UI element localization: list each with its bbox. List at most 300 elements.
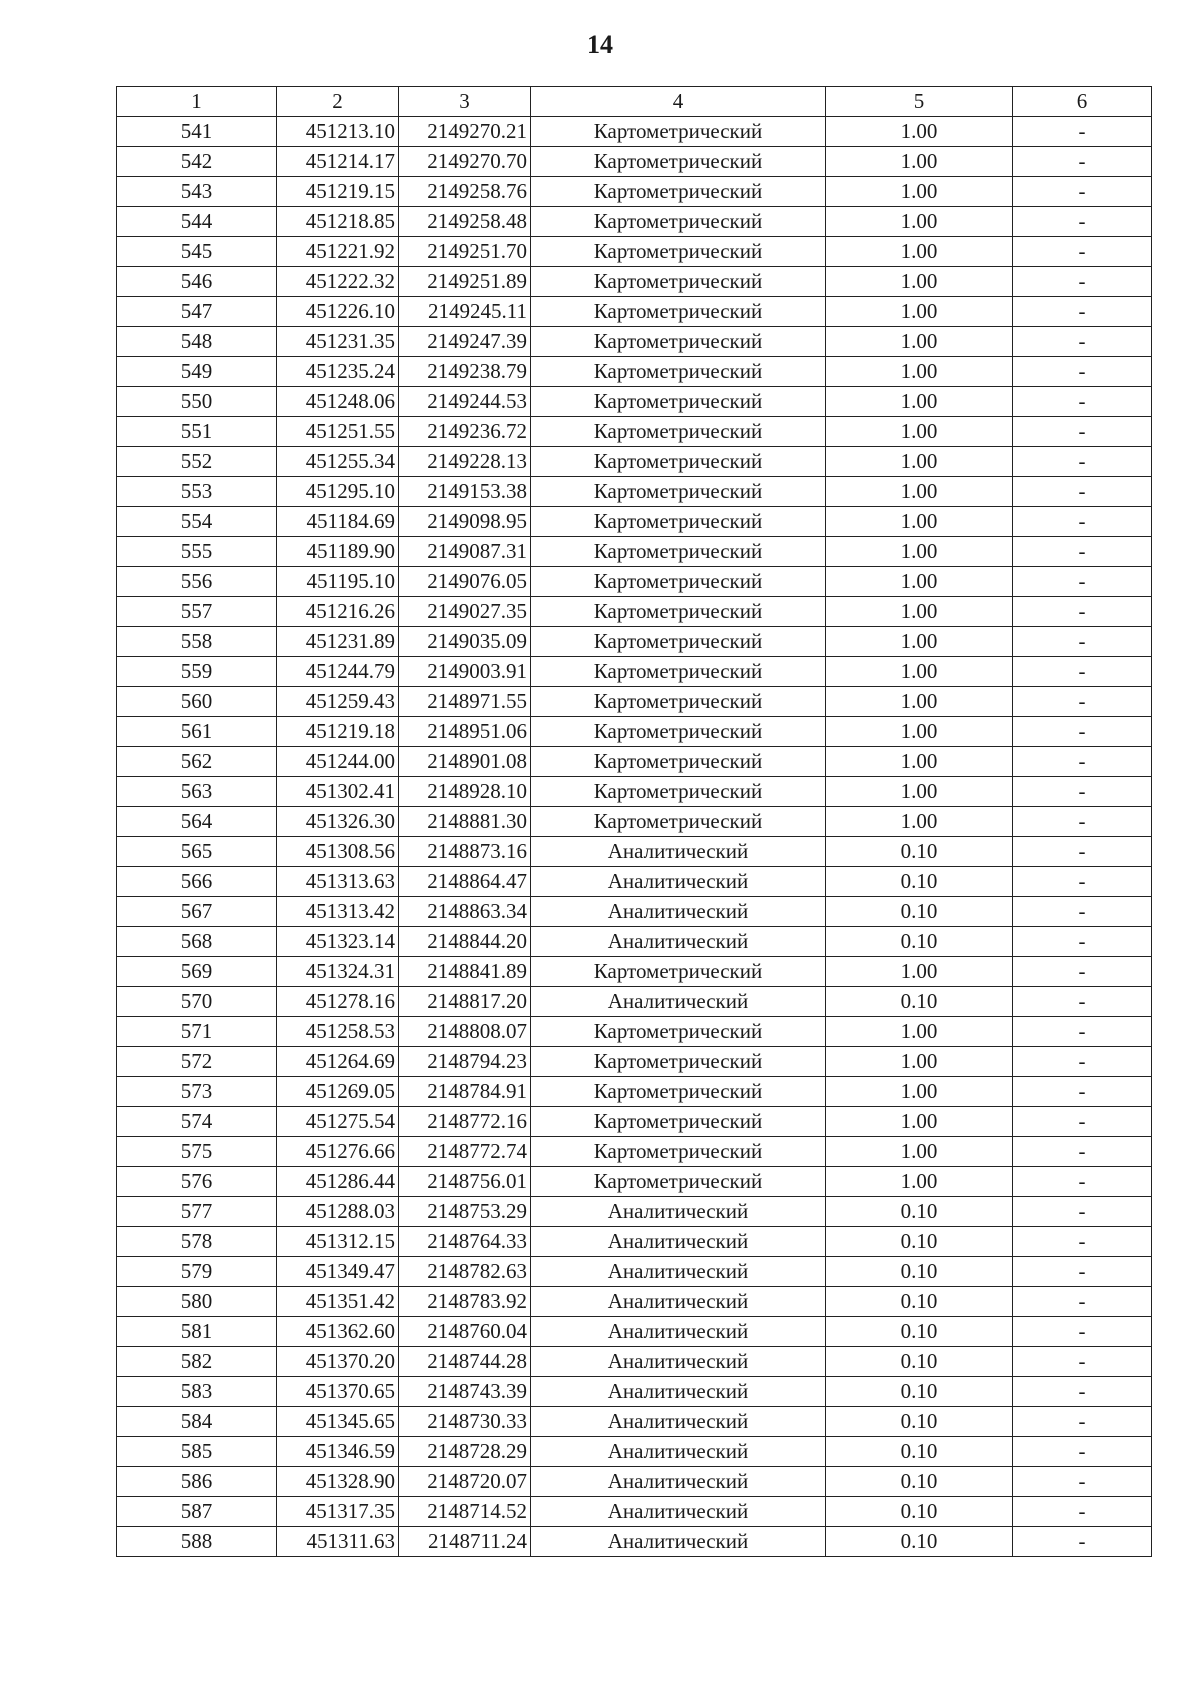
accuracy-cell: 0.10 [826, 1227, 1013, 1257]
table-row [117, 1107, 1152, 1137]
accuracy-cell: 0.10 [826, 927, 1013, 957]
accuracy-cell: 0.10 [826, 1467, 1013, 1497]
point-number-cell: 573 [117, 1077, 277, 1107]
column-header-6: 6 [1013, 87, 1152, 117]
table-row [117, 987, 1152, 1017]
note-cell: - [1013, 1257, 1152, 1287]
note-cell: - [1013, 1497, 1152, 1527]
accuracy-cell: 1.00 [826, 687, 1013, 717]
table-row [117, 807, 1152, 837]
y-coordinate-cell: 2149251.89 [399, 267, 531, 297]
accuracy-cell: 0.10 [826, 837, 1013, 867]
table-row [117, 777, 1152, 807]
y-coordinate-cell: 2149270.21 [399, 117, 531, 147]
y-coordinate-cell: 2149245.11 [399, 297, 531, 327]
note-cell: - [1013, 387, 1152, 417]
x-coordinate-cell: 451235.24 [277, 357, 399, 387]
table-row [117, 1467, 1152, 1497]
point-number-cell: 576 [117, 1167, 277, 1197]
y-coordinate-cell: 2148863.34 [399, 897, 531, 927]
table-row [117, 627, 1152, 657]
table-row [117, 927, 1152, 957]
point-number-cell: 570 [117, 987, 277, 1017]
accuracy-cell: 0.10 [826, 1287, 1013, 1317]
table-row [117, 1437, 1152, 1467]
point-number-cell: 572 [117, 1047, 277, 1077]
x-coordinate-cell: 451226.10 [277, 297, 399, 327]
accuracy-cell: 1.00 [826, 447, 1013, 477]
y-coordinate-cell: 2148720.07 [399, 1467, 531, 1497]
y-coordinate-cell: 2149153.38 [399, 477, 531, 507]
method-cell: Картометрический [531, 747, 826, 777]
note-cell: - [1013, 567, 1152, 597]
method-cell: Картометрический [531, 447, 826, 477]
point-number-cell: 569 [117, 957, 277, 987]
point-number-cell: 549 [117, 357, 277, 387]
method-cell: Аналитический [531, 1317, 826, 1347]
method-cell: Аналитический [531, 897, 826, 927]
point-number-cell: 583 [117, 1377, 277, 1407]
y-coordinate-cell: 2149244.53 [399, 387, 531, 417]
y-coordinate-cell: 2148817.20 [399, 987, 531, 1017]
y-coordinate-cell: 2149098.95 [399, 507, 531, 537]
x-coordinate-cell: 451311.63 [277, 1527, 399, 1557]
accuracy-cell: 0.10 [826, 1347, 1013, 1377]
accuracy-cell: 1.00 [826, 717, 1013, 747]
y-coordinate-cell: 2148743.39 [399, 1377, 531, 1407]
x-coordinate-cell: 451317.35 [277, 1497, 399, 1527]
method-cell: Картометрический [531, 687, 826, 717]
accuracy-cell: 1.00 [826, 147, 1013, 177]
y-coordinate-cell: 2148873.16 [399, 837, 531, 867]
method-cell: Картометрический [531, 297, 826, 327]
table-row [117, 1257, 1152, 1287]
accuracy-cell: 1.00 [826, 417, 1013, 447]
table-row [117, 837, 1152, 867]
note-cell: - [1013, 147, 1152, 177]
note-cell: - [1013, 1017, 1152, 1047]
accuracy-cell: 0.10 [826, 1377, 1013, 1407]
method-cell: Картометрический [531, 777, 826, 807]
y-coordinate-cell: 2149258.76 [399, 177, 531, 207]
table-header-row [117, 87, 1152, 117]
y-coordinate-cell: 2149076.05 [399, 567, 531, 597]
column-header-3: 3 [399, 87, 531, 117]
y-coordinate-cell: 2148901.08 [399, 747, 531, 777]
note-cell: - [1013, 117, 1152, 147]
y-coordinate-cell: 2148971.55 [399, 687, 531, 717]
note-cell: - [1013, 867, 1152, 897]
method-cell: Аналитический [531, 1197, 826, 1227]
accuracy-cell: 1.00 [826, 657, 1013, 687]
accuracy-cell: 0.10 [826, 1407, 1013, 1437]
accuracy-cell: 1.00 [826, 567, 1013, 597]
x-coordinate-cell: 451324.31 [277, 957, 399, 987]
point-number-cell: 556 [117, 567, 277, 597]
y-coordinate-cell: 2149238.79 [399, 357, 531, 387]
accuracy-cell: 1.00 [826, 237, 1013, 267]
x-coordinate-cell: 451189.90 [277, 537, 399, 567]
table-row [117, 1527, 1152, 1557]
method-cell: Картометрический [531, 1107, 826, 1137]
note-cell: - [1013, 1107, 1152, 1137]
y-coordinate-cell: 2148841.89 [399, 957, 531, 987]
x-coordinate-cell: 451308.56 [277, 837, 399, 867]
x-coordinate-cell: 451275.54 [277, 1107, 399, 1137]
x-coordinate-cell: 451326.30 [277, 807, 399, 837]
column-header-1: 1 [117, 87, 277, 117]
table-row [117, 687, 1152, 717]
y-coordinate-cell: 2148844.20 [399, 927, 531, 957]
y-coordinate-cell: 2148753.29 [399, 1197, 531, 1227]
point-number-cell: 555 [117, 537, 277, 567]
table-row [117, 537, 1152, 567]
y-coordinate-cell: 2148772.74 [399, 1137, 531, 1167]
point-number-cell: 587 [117, 1497, 277, 1527]
y-coordinate-cell: 2148928.10 [399, 777, 531, 807]
table-body [117, 117, 1152, 1557]
table-row [117, 747, 1152, 777]
point-number-cell: 544 [117, 207, 277, 237]
column-header-5: 5 [826, 87, 1013, 117]
method-cell: Картометрический [531, 507, 826, 537]
point-number-cell: 571 [117, 1017, 277, 1047]
table-row [117, 1137, 1152, 1167]
method-cell: Картометрический [531, 537, 826, 567]
table-row [117, 1497, 1152, 1527]
method-cell: Картометрический [531, 657, 826, 687]
note-cell: - [1013, 1287, 1152, 1317]
method-cell: Картометрический [531, 627, 826, 657]
method-cell: Картометрический [531, 807, 826, 837]
point-number-cell: 557 [117, 597, 277, 627]
x-coordinate-cell: 451221.92 [277, 237, 399, 267]
note-cell: - [1013, 297, 1152, 327]
method-cell: Аналитический [531, 1467, 826, 1497]
method-cell: Картометрический [531, 237, 826, 267]
x-coordinate-cell: 451264.69 [277, 1047, 399, 1077]
x-coordinate-cell: 451213.10 [277, 117, 399, 147]
x-coordinate-cell: 451370.65 [277, 1377, 399, 1407]
accuracy-cell: 1.00 [826, 507, 1013, 537]
accuracy-cell: 0.10 [826, 1197, 1013, 1227]
note-cell: - [1013, 1467, 1152, 1497]
method-cell: Картометрический [531, 1047, 826, 1077]
method-cell: Аналитический [531, 837, 826, 867]
point-number-cell: 562 [117, 747, 277, 777]
x-coordinate-cell: 451269.05 [277, 1077, 399, 1107]
accuracy-cell: 0.10 [826, 1527, 1013, 1557]
note-cell: - [1013, 1077, 1152, 1107]
point-number-cell: 567 [117, 897, 277, 927]
point-number-cell: 541 [117, 117, 277, 147]
y-coordinate-cell: 2148728.29 [399, 1437, 531, 1467]
note-cell: - [1013, 1527, 1152, 1557]
accuracy-cell: 0.10 [826, 1437, 1013, 1467]
note-cell: - [1013, 717, 1152, 747]
point-number-cell: 560 [117, 687, 277, 717]
accuracy-cell: 0.10 [826, 1317, 1013, 1347]
accuracy-cell: 1.00 [826, 627, 1013, 657]
point-number-cell: 552 [117, 447, 277, 477]
method-cell: Картометрический [531, 387, 826, 417]
note-cell: - [1013, 1227, 1152, 1257]
note-cell: - [1013, 447, 1152, 477]
point-number-cell: 586 [117, 1467, 277, 1497]
note-cell: - [1013, 777, 1152, 807]
x-coordinate-cell: 451276.66 [277, 1137, 399, 1167]
point-number-cell: 585 [117, 1437, 277, 1467]
x-coordinate-cell: 451345.65 [277, 1407, 399, 1437]
x-coordinate-cell: 451313.63 [277, 867, 399, 897]
accuracy-cell: 1.00 [826, 327, 1013, 357]
y-coordinate-cell: 2148772.16 [399, 1107, 531, 1137]
x-coordinate-cell: 451370.20 [277, 1347, 399, 1377]
method-cell: Картометрический [531, 147, 826, 177]
y-coordinate-cell: 2148782.63 [399, 1257, 531, 1287]
table-row [117, 507, 1152, 537]
table-row [117, 237, 1152, 267]
x-coordinate-cell: 451244.79 [277, 657, 399, 687]
note-cell: - [1013, 1377, 1152, 1407]
accuracy-cell: 1.00 [826, 297, 1013, 327]
table-row [117, 117, 1152, 147]
y-coordinate-cell: 2148730.33 [399, 1407, 531, 1437]
table-row [117, 717, 1152, 747]
x-coordinate-cell: 451251.55 [277, 417, 399, 447]
note-cell: - [1013, 177, 1152, 207]
x-coordinate-cell: 451312.15 [277, 1227, 399, 1257]
method-cell: Аналитический [531, 1377, 826, 1407]
point-number-cell: 547 [117, 297, 277, 327]
x-coordinate-cell: 451214.17 [277, 147, 399, 177]
y-coordinate-cell: 2148711.24 [399, 1527, 531, 1557]
table-row [117, 207, 1152, 237]
note-cell: - [1013, 597, 1152, 627]
page-number: 14 [587, 30, 613, 59]
point-number-cell: 582 [117, 1347, 277, 1377]
x-coordinate-cell: 451258.53 [277, 1017, 399, 1047]
method-cell: Аналитический [531, 1287, 826, 1317]
x-coordinate-cell: 451219.18 [277, 717, 399, 747]
accuracy-cell: 0.10 [826, 987, 1013, 1017]
point-number-cell: 564 [117, 807, 277, 837]
y-coordinate-cell: 2149236.72 [399, 417, 531, 447]
x-coordinate-cell: 451216.26 [277, 597, 399, 627]
table-row [117, 657, 1152, 687]
accuracy-cell: 0.10 [826, 867, 1013, 897]
y-coordinate-cell: 2148760.04 [399, 1317, 531, 1347]
x-coordinate-cell: 451302.41 [277, 777, 399, 807]
column-header-2: 2 [277, 87, 399, 117]
x-coordinate-cell: 451286.44 [277, 1167, 399, 1197]
x-coordinate-cell: 451259.43 [277, 687, 399, 717]
note-cell: - [1013, 957, 1152, 987]
table-row [117, 1347, 1152, 1377]
note-cell: - [1013, 987, 1152, 1017]
table-row [117, 447, 1152, 477]
point-number-cell: 548 [117, 327, 277, 357]
method-cell: Картометрический [531, 327, 826, 357]
accuracy-cell: 1.00 [826, 207, 1013, 237]
method-cell: Картометрический [531, 717, 826, 747]
point-number-cell: 579 [117, 1257, 277, 1287]
table-row [117, 1377, 1152, 1407]
table-row [117, 417, 1152, 447]
accuracy-cell: 0.10 [826, 1257, 1013, 1287]
point-number-cell: 563 [117, 777, 277, 807]
note-cell: - [1013, 807, 1152, 837]
x-coordinate-cell: 451244.00 [277, 747, 399, 777]
method-cell: Аналитический [531, 1437, 826, 1467]
table-row [117, 267, 1152, 297]
x-coordinate-cell: 451231.89 [277, 627, 399, 657]
note-cell: - [1013, 687, 1152, 717]
y-coordinate-cell: 2148783.92 [399, 1287, 531, 1317]
method-cell: Картометрический [531, 477, 826, 507]
note-cell: - [1013, 1317, 1152, 1347]
note-cell: - [1013, 267, 1152, 297]
point-number-cell: 581 [117, 1317, 277, 1347]
table-row [117, 1287, 1152, 1317]
point-number-cell: 574 [117, 1107, 277, 1137]
table-row [117, 1407, 1152, 1437]
table-row [117, 327, 1152, 357]
note-cell: - [1013, 417, 1152, 447]
method-cell: Картометрический [531, 417, 826, 447]
accuracy-cell: 1.00 [826, 1077, 1013, 1107]
point-number-cell: 566 [117, 867, 277, 897]
y-coordinate-cell: 2148808.07 [399, 1017, 531, 1047]
point-number-cell: 551 [117, 417, 277, 447]
x-coordinate-cell: 451313.42 [277, 897, 399, 927]
method-cell: Картометрический [531, 177, 826, 207]
table-row [117, 1077, 1152, 1107]
accuracy-cell: 1.00 [826, 1047, 1013, 1077]
method-cell: Картометрический [531, 117, 826, 147]
method-cell: Картометрический [531, 597, 826, 627]
note-cell: - [1013, 1347, 1152, 1377]
point-number-cell: 543 [117, 177, 277, 207]
note-cell: - [1013, 207, 1152, 237]
x-coordinate-cell: 451219.15 [277, 177, 399, 207]
table-row [117, 867, 1152, 897]
method-cell: Картометрический [531, 567, 826, 597]
note-cell: - [1013, 1197, 1152, 1227]
accuracy-cell: 0.10 [826, 897, 1013, 927]
accuracy-cell: 1.00 [826, 597, 1013, 627]
note-cell: - [1013, 837, 1152, 867]
note-cell: - [1013, 1137, 1152, 1167]
x-coordinate-cell: 451295.10 [277, 477, 399, 507]
point-number-cell: 568 [117, 927, 277, 957]
method-cell: Картометрический [531, 267, 826, 297]
method-cell: Картометрический [531, 207, 826, 237]
table-row [117, 1047, 1152, 1077]
x-coordinate-cell: 451323.14 [277, 927, 399, 957]
x-coordinate-cell: 451349.47 [277, 1257, 399, 1287]
y-coordinate-cell: 2149247.39 [399, 327, 531, 357]
y-coordinate-cell: 2148744.28 [399, 1347, 531, 1377]
point-number-cell: 584 [117, 1407, 277, 1437]
note-cell: - [1013, 477, 1152, 507]
method-cell: Картометрический [531, 1077, 826, 1107]
note-cell: - [1013, 747, 1152, 777]
y-coordinate-cell: 2148881.30 [399, 807, 531, 837]
table-row [117, 357, 1152, 387]
point-number-cell: 577 [117, 1197, 277, 1227]
x-coordinate-cell: 451222.32 [277, 267, 399, 297]
point-number-cell: 575 [117, 1137, 277, 1167]
x-coordinate-cell: 451248.06 [277, 387, 399, 417]
method-cell: Картометрический [531, 1137, 826, 1167]
table-row [117, 1017, 1152, 1047]
table-row [117, 1167, 1152, 1197]
point-number-cell: 561 [117, 717, 277, 747]
y-coordinate-cell: 2149270.70 [399, 147, 531, 177]
column-header-4: 4 [531, 87, 826, 117]
y-coordinate-cell: 2148864.47 [399, 867, 531, 897]
point-number-cell: 553 [117, 477, 277, 507]
note-cell: - [1013, 897, 1152, 927]
method-cell: Аналитический [531, 927, 826, 957]
note-cell: - [1013, 1167, 1152, 1197]
y-coordinate-cell: 2148714.52 [399, 1497, 531, 1527]
point-number-cell: 588 [117, 1527, 277, 1557]
note-cell: - [1013, 237, 1152, 267]
accuracy-cell: 1.00 [826, 1107, 1013, 1137]
y-coordinate-cell: 2149003.91 [399, 657, 531, 687]
table-row [117, 957, 1152, 987]
accuracy-cell: 1.00 [826, 957, 1013, 987]
accuracy-cell: 1.00 [826, 117, 1013, 147]
note-cell: - [1013, 327, 1152, 357]
coordinates-table [116, 86, 1152, 1557]
x-coordinate-cell: 451231.35 [277, 327, 399, 357]
note-cell: - [1013, 1407, 1152, 1437]
method-cell: Картометрический [531, 957, 826, 987]
accuracy-cell: 1.00 [826, 387, 1013, 417]
x-coordinate-cell: 451351.42 [277, 1287, 399, 1317]
point-number-cell: 565 [117, 837, 277, 867]
point-number-cell: 559 [117, 657, 277, 687]
y-coordinate-cell: 2148951.06 [399, 717, 531, 747]
table-row [117, 1317, 1152, 1347]
accuracy-cell: 1.00 [826, 357, 1013, 387]
note-cell: - [1013, 657, 1152, 687]
table-row [117, 147, 1152, 177]
y-coordinate-cell: 2148784.91 [399, 1077, 531, 1107]
method-cell: Аналитический [531, 1407, 826, 1437]
method-cell: Аналитический [531, 1527, 826, 1557]
point-number-cell: 542 [117, 147, 277, 177]
table-row [117, 567, 1152, 597]
note-cell: - [1013, 537, 1152, 567]
x-coordinate-cell: 451288.03 [277, 1197, 399, 1227]
accuracy-cell: 1.00 [826, 747, 1013, 777]
x-coordinate-cell: 451362.60 [277, 1317, 399, 1347]
y-coordinate-cell: 2148794.23 [399, 1047, 531, 1077]
x-coordinate-cell: 451346.59 [277, 1437, 399, 1467]
note-cell: - [1013, 1437, 1152, 1467]
point-number-cell: 545 [117, 237, 277, 267]
accuracy-cell: 1.00 [826, 1167, 1013, 1197]
method-cell: Аналитический [531, 867, 826, 897]
y-coordinate-cell: 2149251.70 [399, 237, 531, 267]
y-coordinate-cell: 2149228.13 [399, 447, 531, 477]
note-cell: - [1013, 357, 1152, 387]
method-cell: Аналитический [531, 1497, 826, 1527]
